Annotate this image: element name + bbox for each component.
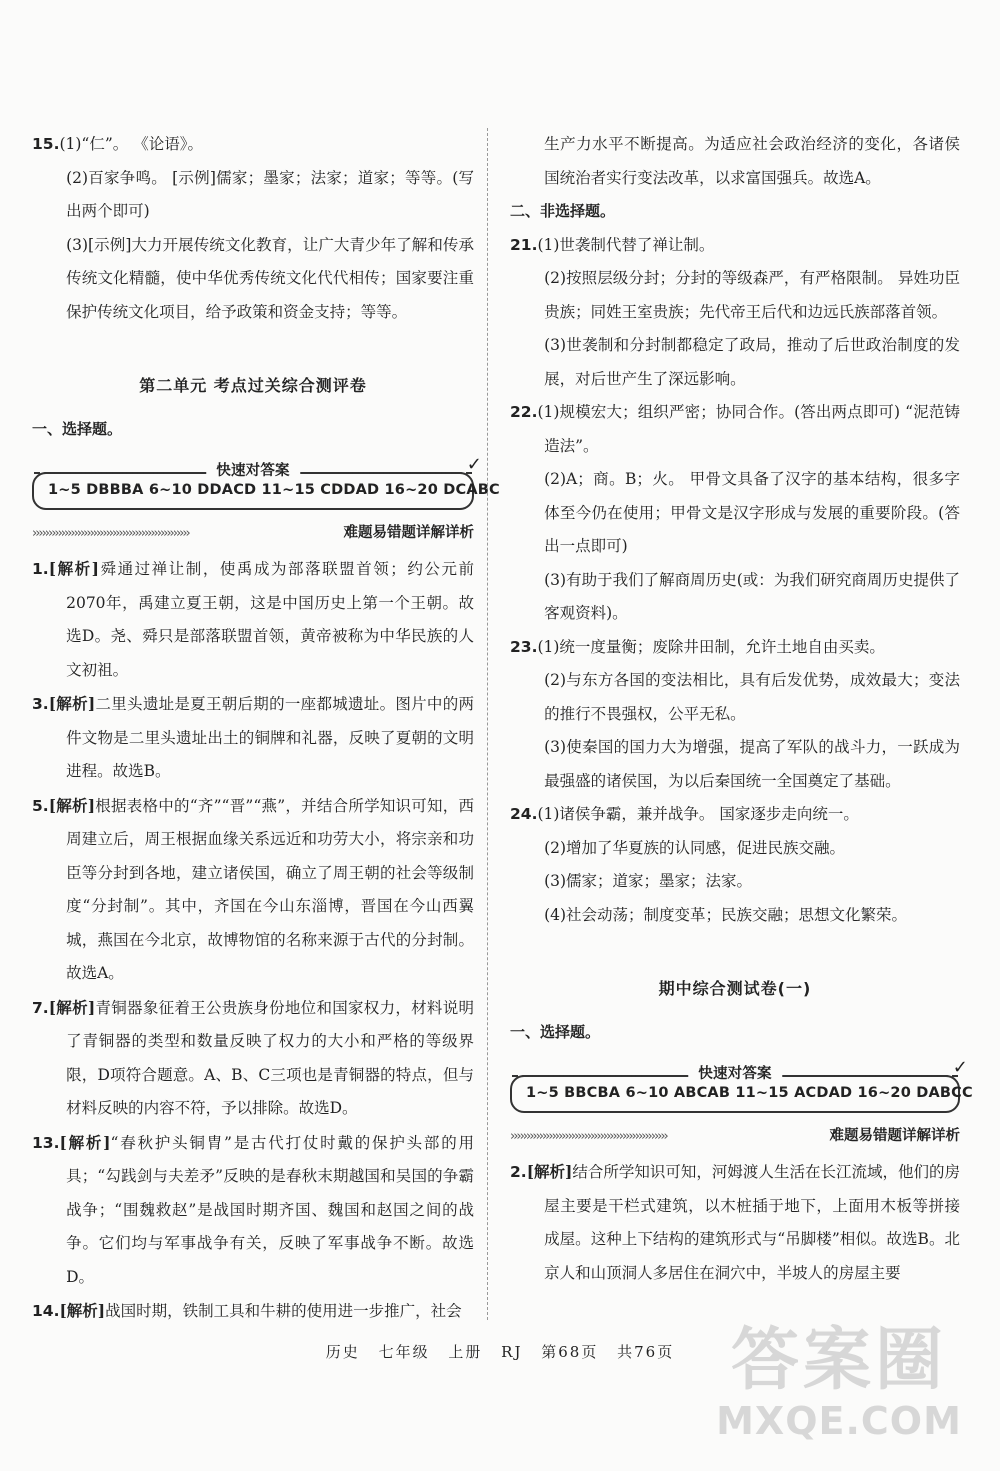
left-column <box>32 128 500 1329</box>
question-22: 22.(1)规模宏大；组织严密；协同合作。(答出两点即可) “泥范铸造法”。 (2)A；商。B；火。 甲骨文具备了汉字的基本结构，很多字体至今仍在使用；甲骨文是汉字形成与发展的重要阶段。(答出一点即可) (3)有助于我们了解商周历史(或：为我们研究商周历史提供了客观资料)。 <box>510 403 960 622</box>
explanation-item: 1.[解析]舜通过禅让制，使禹成为部落联盟首领；约公元前2070年，禹建立夏王朝，这是中国历史上第一个王朝。故选D。尧、舜只是部落联盟首领，黄帝被称为中华民族的人文初祖。 <box>32 559 474 679</box>
chevron-arrows-icon: ››››››››››››››››››››››››››››››››››››››››››››››››› <box>32 526 189 542</box>
quick-answers: 1~5 DBBBA 6~10 DDACD 11~15 CDDAD 16~20 DCABC <box>48 482 500 499</box>
detail-bar <box>510 1123 960 1151</box>
footer-edition: RJ <box>501 1343 523 1361</box>
explanation-item: 5.[解析]根据表格中的“齐”“晋”“燕”，并结合所学知识可知，西周建立后，周王根据血缘关系远近和功劳大小，将宗亲和功臣等分封到各地，建立诸侯国，确立了周王朝的社会等级制度“分封制”。其中，齐国在今山东淄博，晋国在今山西翼城，燕国在今北京，故博物馆的名称来源于古代的分封制。故选A。 <box>32 795 474 982</box>
watermark-top: 答案圈 <box>730 1321 947 1400</box>
section-heading: 一、选择题。 <box>510 1022 601 1041</box>
section-heading: 一、选择题。 <box>32 419 123 438</box>
right-column <box>510 128 973 1290</box>
detail-title: 难题易错题详解详析 <box>343 525 474 542</box>
dashed-border <box>808 1075 958 1077</box>
question-23: 23.(1)统一度量衡；废除井田制，允许土地自由买卖。 (2)与东方各国的变法相比，具有后发优势，成效最大；变法的推行不畏强权，公平无私。 (3)使秦国的国力大为增强，提高了军队的战斗力，一跃成为最强盛的诸侯国，为以后秦国统一全国奠定了基础。 <box>510 637 960 790</box>
quick-answer-box <box>32 454 500 510</box>
checkmark-icon: ✓ <box>466 454 482 475</box>
question-number: 15. <box>32 135 60 153</box>
answer-line: (2)百家争鸣。 [示例]儒家；墨家；法家；道家；等等。(写出两个即可) <box>66 168 474 220</box>
footer-volume: 上册 <box>448 1343 483 1361</box>
footer-total: 共76页 <box>617 1343 675 1361</box>
question-15 <box>32 128 474 329</box>
detail-bar <box>32 520 474 548</box>
quick-answer-box <box>510 1057 973 1113</box>
answer-line: (1)“仁”。 《论语》。 <box>59 135 203 153</box>
footer-page: 第68页 <box>541 1343 599 1361</box>
footer-subject: 历史 <box>325 1343 360 1361</box>
checkmark-icon: ✓ <box>952 1057 968 1078</box>
continued-text: 生产力水平不断提高。为适应社会政治经济的变化，各诸侯国统治者实行变法改革，以求富国强兵。故选A。 <box>544 135 960 187</box>
dashed-border <box>512 1075 652 1077</box>
dashed-border <box>322 472 472 474</box>
dashed-border <box>34 472 174 474</box>
explanation-item: 2.[解析]结合所学知识可知，河姆渡人生活在长江流域，他们的房屋主要是干栏式建筑，以木桩插于地下，上面用木板等拼接成屋。这种上下结构的建筑形式与“吊脚楼”相似。故选B。北京人和山顶洞人多居住在洞穴中，半坡人的房屋主要 <box>510 1162 960 1282</box>
question-24: 24.(1)诸侯争霸，兼并战争。 国家逐步走向统一。 (2)增加了华夏族的认同感，促进民族交融。 (3)儒家；道家；墨家；法家。 (4)社会动荡；制度变革；民族交融；思想文化繁荣。 <box>510 805 908 924</box>
question-21: 21.(1)世袭制代替了禅让制。 (2)按照层级分封；分封的等级森严，有严格限制。 异姓功臣贵族；同姓王室贵族；先代帝王后代和边远氏族部落首领。 (3)世袭制和分封制都稳定了政局，推动了后世政治制度的发展，对后世产生了深远影响。 <box>510 235 960 388</box>
unit2-title: 第二单元 考点过关综合测评卷 <box>139 376 367 395</box>
midterm-title: 期中综合测试卷(一) <box>658 979 812 998</box>
explanation-item: 7.[解析]青铜器象征着王公贵族身份地位和国家权力，材料说明了青铜器的类型和数量反映了权力的大小和严格的等级界限，D项符合题意。A、B、C三项也是青铜器的特点，但与材料反映的内容不符，予以排除。故选D。 <box>32 997 474 1117</box>
explanation-item: 14.[解析]战国时期，铁制工具和牛耕的使用进一步推广，社会 <box>32 1301 462 1320</box>
detail-title: 难题易错题详解详析 <box>829 1128 960 1145</box>
column-divider <box>487 128 488 1320</box>
answer-line: (3)[示例]大力开展传统文化教育，让广大青少年了解和传承传统文化精髓，使中华优秀传统文化代代相传；国家要注重保护传统文化项目，给予政策和资金支持；等等。 <box>66 235 474 321</box>
quick-answer-label: 快速对答案 <box>206 460 300 482</box>
footer-grade: 七年级 <box>378 1343 430 1361</box>
explanation-item: 13.[解析]“春秋护头铜胄”是古代打仗时戴的保护头部的用具；“勾践剑与夫差矛”反映的是春秋末期越国和吴国的争霸战争；“围魏救赵”是战国时期齐国、魏国和赵国之间的战争。它们均与军事战争有关，反映了军事战争不断。故选D。 <box>32 1132 474 1286</box>
chevron-arrows-icon: ››››››››››››››››››››››››››››››››››››››››››››››››› <box>510 1129 667 1145</box>
explanation-item: 3.[解析]二里头遗址是夏王朝后期的一座都城遗址。图片中的两件文物是二里头遗址出土的铜牌和礼器，反映了夏朝的文明进程。故选B。 <box>32 694 474 780</box>
watermark-logo <box>714 1321 964 1451</box>
section-heading: 二、非选择题。 <box>510 202 616 220</box>
quick-answers: 1~5 BBCBA 6~10 ABCAB 11~15 ACDAD 16~20 DABCC <box>526 1085 973 1102</box>
watermark-bottom: MXQE.COM <box>716 1399 962 1443</box>
quick-answer-label: 快速对答案 <box>688 1063 782 1085</box>
